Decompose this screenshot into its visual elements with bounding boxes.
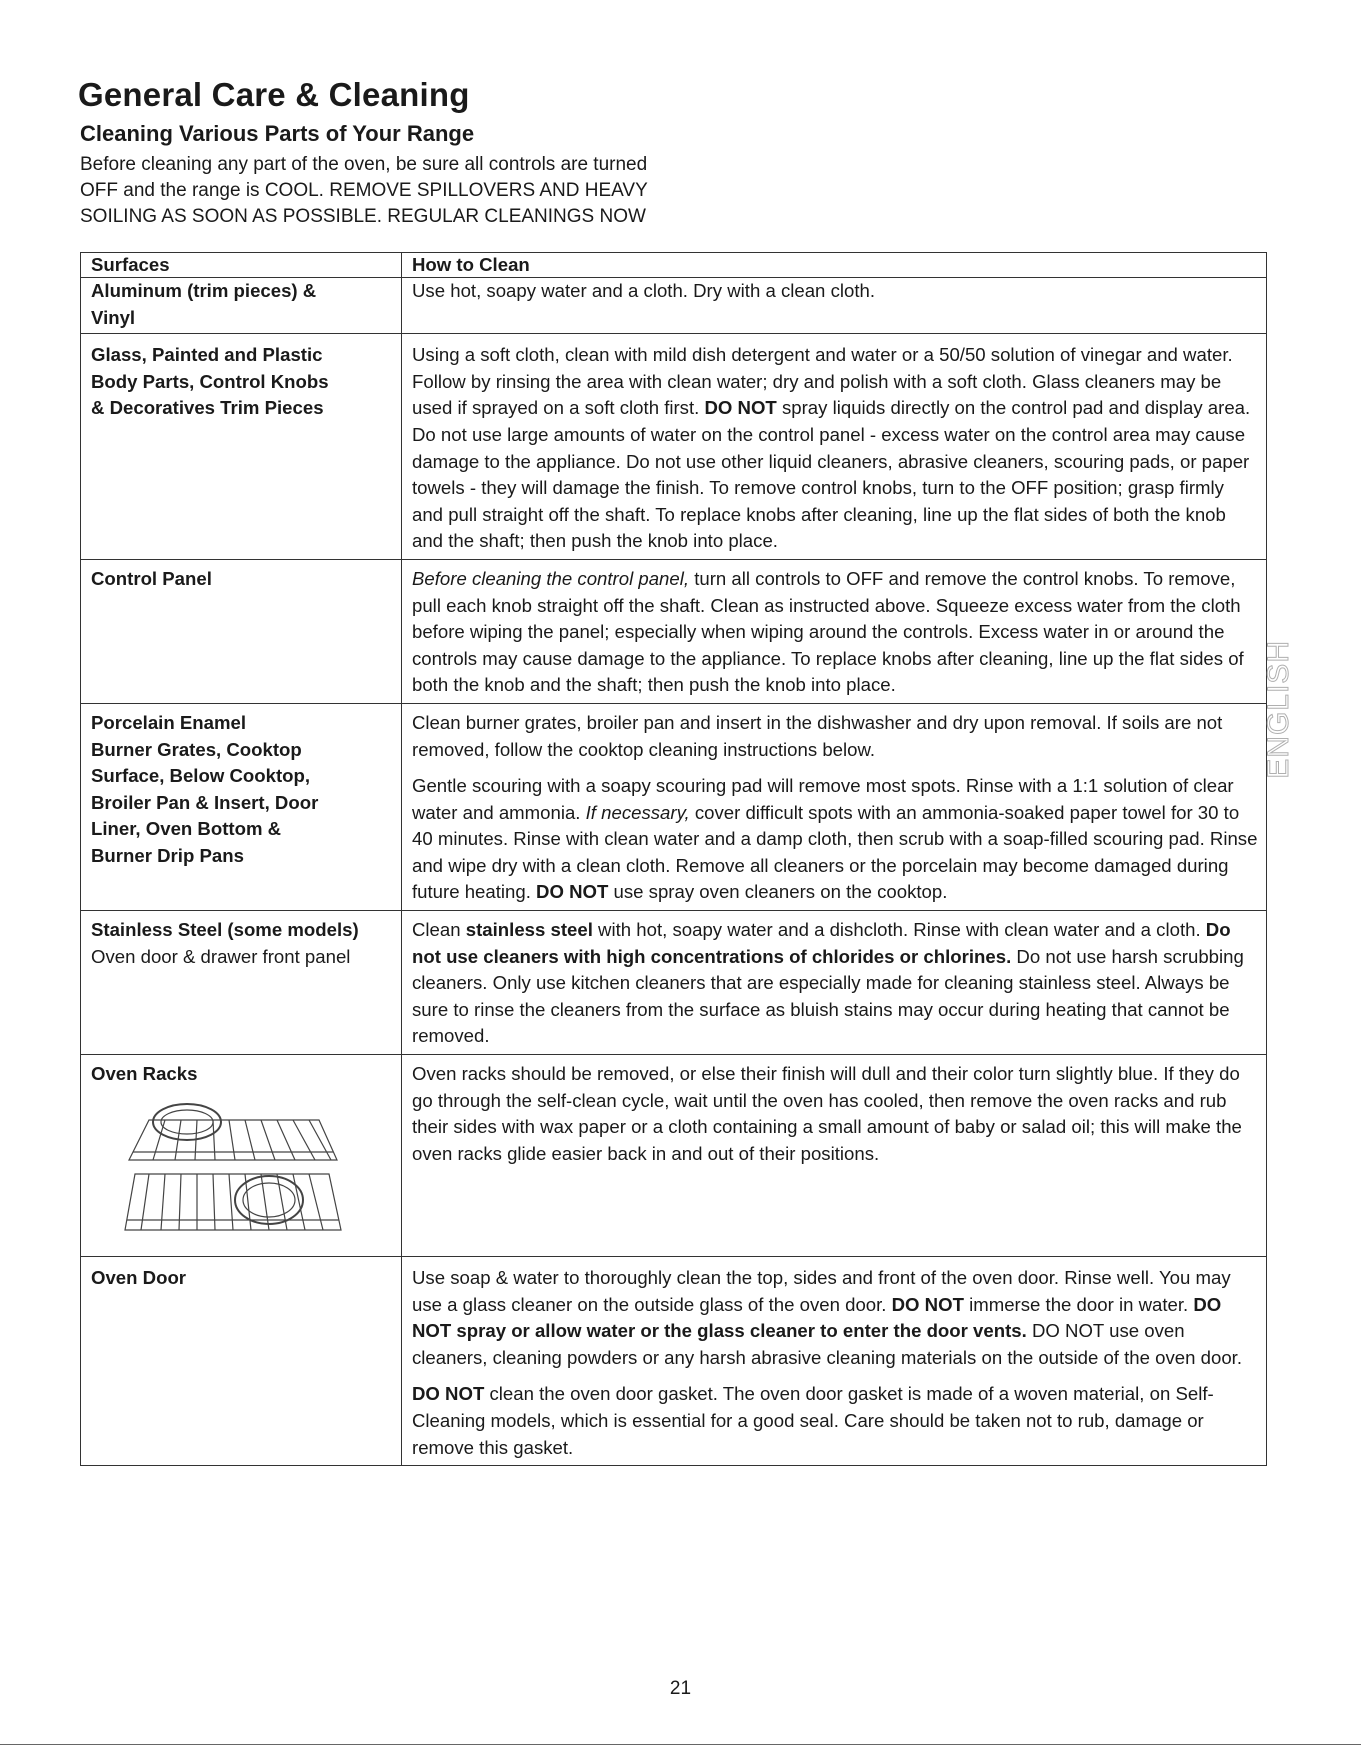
- how-text-italic: If necessary,: [585, 801, 690, 823]
- warning-text: DO NOT spray or allow water or the glass cleaner to enter the door vents.: [412, 1293, 1222, 1342]
- cleaning-table: [80, 252, 1267, 1466]
- surface-line: Vinyl: [91, 306, 136, 328]
- surface-cell: [81, 1257, 402, 1466]
- how-text: [412, 917, 1258, 1050]
- surface-line: Control Panel: [91, 567, 212, 589]
- table-row: [81, 1257, 1267, 1466]
- page-title: General Care & Cleaning: [78, 76, 470, 113]
- warning-text: DO NOT: [891, 1293, 964, 1315]
- intro-line: OFF and the range is COOL. REMOVE SPILLOVERS AND HEAVY: [80, 180, 648, 201]
- table-row: [81, 278, 1267, 334]
- bottom-divider: [0, 1744, 1361, 1745]
- surface-line: Burner Drip Pans: [91, 844, 244, 866]
- how-text-part: immerse the door in water.: [963, 1293, 1194, 1315]
- surface-line: Burner Grates, Cooktop: [91, 738, 302, 760]
- how-cell: [402, 334, 1267, 560]
- surface-cell: [81, 911, 402, 1055]
- how-text: [412, 566, 1258, 699]
- page-number: 21: [669, 1678, 692, 1699]
- how-text: Oven racks should be removed, or else their finish will dull and their color turn slightly blue. If they do go through the self-clean cycle, wait until the oven has cooled, then remove the oven racks and rub their sides with wax paper or a cloth containing a small amount of baby or salad oil; this will make the oven racks glide easier back in and out of their positions.: [412, 1063, 1242, 1164]
- how-text-part: DO NOT use oven cleaners, cleaning powders or any harsh abrasive cleaning materials on the outside of the oven door.: [412, 1320, 1242, 1368]
- table-header-row: [81, 253, 1267, 278]
- how-text: Use hot, soapy water and a cloth. Dry with a clean cloth.: [412, 280, 876, 301]
- how-text: [412, 773, 1258, 906]
- how-text: Clean burner grates, broiler pan and insert in the dishwasher and dry upon removal. If soils are not removed, follow the cooktop cleaning instructions below.: [412, 711, 1223, 760]
- surface-label-normal: Oven door & drawer front panel: [91, 945, 351, 967]
- how-text-part: cover difficult spots with an ammonia-soaked paper towel for 30 to 40 minutes. Rinse with clean water and a damp cloth, then scrub with a soap-filled scouring pad. Rinse and wipe dry with a clean cloth. Remove all cleaners or the porcelain may become damaged during future heating.: [412, 801, 1258, 903]
- surface-cell: [81, 559, 402, 703]
- how-text: [412, 1381, 1258, 1461]
- how-text-bold: stainless steel: [465, 919, 593, 941]
- how-text-part: Clean: [412, 919, 466, 941]
- how-text-part: clean the oven door gasket. The oven door gasket is made of a woven material, on Self-Cleaning models, which is essential for a good seal. Care should be taken not to rub, damage or remove this gasket.: [412, 1383, 1214, 1458]
- how-text-part: Use soap & water to thoroughly clean the top, sides and front of the oven door. Rinse well. You may use a glass cleaner on the outside glass of the oven door.: [412, 1267, 1231, 1315]
- how-text: [412, 342, 1258, 555]
- surface-line: Porcelain Enamel: [91, 711, 247, 733]
- how-cell: [402, 703, 1267, 910]
- how-cell: [402, 1055, 1267, 1257]
- table-row: [81, 559, 1267, 703]
- warning-text: Do not use cleaners with high concentrations of chlorides or chlorines.: [412, 919, 1231, 967]
- table-row: [81, 334, 1267, 560]
- surface-line: & Decoratives Trim Pieces: [91, 397, 324, 419]
- intro-paragraph: [80, 152, 780, 230]
- how-text-part: Using a soft cloth, clean with mild dish detergent and water or a 50/50 solution of vinegar and water. Follow by rinsing the area with clean water; dry and polish with a soft cloth. Glass cleaners may be used if sprayed on a soft cloth first.: [412, 344, 1233, 419]
- how-text-part: Do not use harsh scrubbing cleaners. Only use kitchen cleaners that are especially made for cleaning stainless steel. Always be sure to rinse the cleaners from the surface as bluish stains may occur during heating that cannot be removed.: [412, 945, 1244, 1047]
- surface-line: Oven Door: [91, 1267, 187, 1289]
- how-cell: [402, 278, 1267, 334]
- how-text: [412, 1265, 1258, 1371]
- surface-line: Glass, Painted and Plastic: [91, 344, 323, 366]
- surface-cell: [81, 703, 402, 910]
- intro-line: SOILING AS SOON AS POSSIBLE. REGULAR CLEANINGS NOW: [80, 206, 646, 227]
- table-row: [81, 1055, 1267, 1257]
- surface-line: Surface, Below Cooktop,: [91, 765, 311, 787]
- how-text-italic: Before cleaning the control panel,: [412, 567, 690, 589]
- surface-cell: [81, 278, 402, 334]
- surface-line: Aluminum (trim pieces) &: [91, 280, 317, 301]
- how-text-part: Gentle scouring with a soapy scouring pad will remove most spots. Rinse with a 1:1 solution of clear water and ammonia.: [412, 775, 1234, 823]
- surface-line: Body Parts, Control Knobs: [91, 370, 329, 392]
- header-surfaces: Surfaces: [81, 253, 402, 278]
- oven-racks-illustration: [119, 1102, 344, 1244]
- surface-label-bold: Stainless Steel (some models): [91, 919, 359, 941]
- intro-line: Before cleaning any part of the oven, be sure all controls are turned: [80, 154, 648, 175]
- how-cell: [402, 559, 1267, 703]
- surface-cell: [81, 334, 402, 560]
- how-text-part: turn all controls to OFF and remove the control knobs. To remove, pull each knob straight off the shaft. Clean as instructed above. Squeeze excess water from the cloth before wiping the panel; especially when wiping around the controls. Excess water in or around the controls may cause damage to the appliance. To replace knobs after cleaning, line up the flat sides of both the knob and the shaft; then push the knob into place.: [412, 567, 1244, 696]
- warning-text: DO NOT: [412, 1383, 485, 1405]
- table-row: [81, 911, 1267, 1055]
- warning-text: DO NOT: [536, 881, 609, 903]
- surface-line: Broiler Pan & Insert, Door: [91, 791, 319, 813]
- table-row: [81, 703, 1267, 910]
- header-how-to-clean: How to Clean: [402, 253, 1267, 278]
- how-text-part: use spray oven cleaners on the cooktop.: [608, 881, 948, 903]
- how-text-part: spray liquids directly on the control pad and display area. Do not use large amounts of water on the control panel - excess water on the control area may cause damage to the appliance. Do not use other liquid cleaners, abrasive cleaners, scouring pads, or paper towels - they will damage the finish. To remove control knobs, turn to the OFF position; grasp firmly and pull straight off the shaft. To replace knobs after cleaning, line up the flat sides of both the knob and the shaft; then push the knob into place.: [412, 397, 1251, 552]
- surface-line: Oven Racks: [91, 1063, 198, 1085]
- warning-text: DO NOT: [704, 397, 777, 419]
- surface-line: Liner, Oven Bottom &: [91, 818, 282, 840]
- surface-cell: [81, 1055, 402, 1257]
- language-side-tab: ENGLISH: [1262, 640, 1295, 779]
- how-text-part: with hot, soapy water and a dishcloth. Rinse with clean water and a cloth.: [592, 919, 1206, 941]
- section-subtitle: Cleaning Various Parts of Your Range: [80, 121, 475, 146]
- how-cell: [402, 911, 1267, 1055]
- how-cell: [402, 1257, 1267, 1466]
